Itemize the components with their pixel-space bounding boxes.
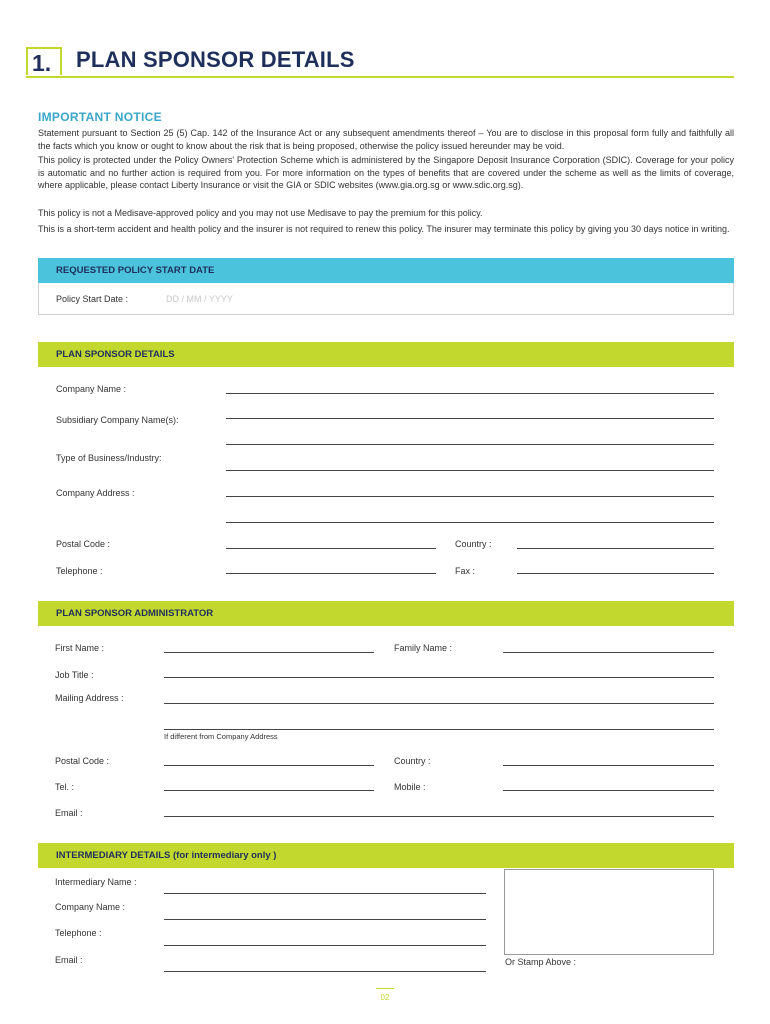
sponsor-fax-label: Fax : [455,566,476,576]
sponsor-bar: PLAN SPONSOR DETAILS [38,342,734,367]
intermediary-email-label: Email : [55,955,83,965]
business-type-field[interactable] [226,470,714,471]
notice-paragraph-3: This policy is not a Medisave-approved policy and you may not use Medisave to pay the premium for this policy. [38,208,483,218]
sponsor-country-label: Country : [455,539,492,549]
sponsor-postal-code-label: Postal Code : [56,539,111,549]
job-title-label: Job Title : [55,670,94,680]
admin-postal-code-field[interactable] [164,765,374,766]
admin-postal-code-label: Postal Code : [55,756,110,766]
admin-bar: PLAN SPONSOR ADMINISTRATOR [38,601,734,626]
intermediary-company-label: Company Name : [55,902,126,912]
if-different-note: If different from Company Address [164,732,278,741]
business-type-label: Type of Business/Industry: [56,453,162,463]
admin-mobile-label: Mobile : [394,782,426,792]
company-address-field-2[interactable] [226,522,714,523]
page-title: PLAN SPONSOR DETAILS [76,47,355,72]
company-address-label: Company Address : [56,488,135,498]
intermediary-bar: INTERMEDIARY DETAILS (for intermediary only ) [38,843,734,868]
start-date-input[interactable]: DD / MM / YYYY [166,294,233,304]
intermediary-name-field[interactable] [164,893,486,894]
company-address-field[interactable] [226,496,714,497]
intermediary-email-field[interactable] [164,971,486,972]
notice-heading: IMPORTANT NOTICE [38,110,162,124]
notice-paragraph-1: Statement pursuant to Section 25 (5) Cap. 142 of the Insurance Act or any subsequent amendments thereof – You are to disclose in this proposal form fully and faithfully all the facts which you know or ought to know about the risk that is being proposed, otherwise the policy issued hereunder may be void. [38,128,734,151]
first-name-label: First Name : [55,643,105,653]
subsidiary-field[interactable] [226,418,714,419]
start-date-box [38,283,734,315]
notice-paragraph-2: This policy is protected under the Policy Owners' Protection Scheme which is administered by the Singapore Deposit Insurance Corporation (SDIC). Coverage for your policy is automatic and no further action is required from you. For more information on the types of benefits that are covered under the scheme as well as the limits of coverage, where applicable, please contact Liberty Insurance or visit the GIA or SDIC websites (www.gia.org.sg or www.sdic.org.sg). [38,155,734,190]
stamp-label: Or Stamp Above : [505,957,577,967]
intermediary-telephone-field[interactable] [164,945,486,946]
admin-country-field[interactable] [503,765,714,766]
sponsor-fax-field[interactable] [517,573,714,574]
admin-mobile-field[interactable] [503,790,714,791]
intermediary-company-field[interactable] [164,919,486,920]
start-date-label: Policy Start Date : [56,294,129,304]
job-title-field[interactable] [164,677,714,678]
family-name-field[interactable] [503,652,714,653]
page-number: 02 [380,993,390,1002]
intermediary-name-label: Intermediary Name : [55,877,137,887]
section-number: 1. [26,47,62,75]
admin-email-label: Email : [55,808,83,818]
subsidiary-label: Subsidiary Company Name(s): [56,415,179,425]
admin-tel-field[interactable] [164,790,374,791]
mailing-address-label: Mailing Address : [55,693,124,703]
start-date-bar: REQUESTED POLICY START DATE [38,258,734,283]
company-name-label: Company Name : [56,384,127,394]
sponsor-telephone-field[interactable] [226,573,436,574]
page-number-rule [376,988,394,989]
company-name-field[interactable] [226,393,714,394]
stamp-box[interactable] [504,869,714,955]
admin-tel-label: Tel. : [55,782,75,792]
sponsor-telephone-label: Telephone : [56,566,103,576]
first-name-field[interactable] [164,652,374,653]
header-divider [26,76,734,78]
family-name-label: Family Name : [394,643,453,653]
sponsor-country-field[interactable] [517,548,714,549]
mailing-address-field-2[interactable] [164,729,714,730]
subsidiary-field-2[interactable] [226,444,714,445]
notice-paragraph-4: This is a short-term accident and health policy and the insurer is not required to renew this policy. The insurer may terminate this policy by giving you 30 days notice in writing. [38,224,730,234]
admin-country-label: Country : [394,756,431,766]
admin-email-field[interactable] [164,816,714,817]
mailing-address-field[interactable] [164,703,714,704]
sponsor-postal-code-field[interactable] [226,548,436,549]
intermediary-telephone-label: Telephone : [55,928,102,938]
